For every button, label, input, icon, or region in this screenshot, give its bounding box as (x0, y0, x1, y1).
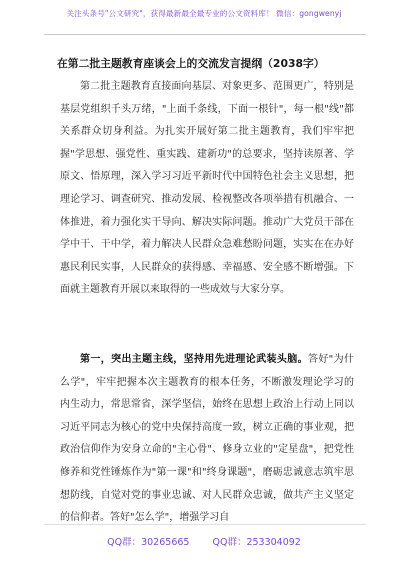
paragraph-intro (60, 76, 354, 302)
paragraph-first-point-text: 答好"为什么学"，牢牢把握本次主题教育的根本任务，不断激发理论学习的内生动力，常思常省，深学坚信，始终在思想上政治上行动上同以习近平同志为核心的党中央保持高度一致，树立正确的事业观，把政治信仰作为安身立命的"主心骨"、修身立业的"定星盘"，把党性修养和党性锤炼作为"第一课"和"终身课题"，磨砺忠诚意志筑牢思想防线，自觉对党的事业忠诚、对人民群众忠诚，做共产主义坚定的信仰者。答好"怎么学"，增强学习自 (60, 354, 354, 524)
qq-group-1: QQ群：30265665 (107, 537, 190, 548)
footer-divider (44, 524, 366, 525)
footer-contacts (0, 534, 408, 548)
paragraph-intro-text: 第二批主题教育直接面向基层、对象更多、范围更广，特别是基层党组织千头万绪，"上面千条线，下面一根针"，每一根"线"都关系群众切身利益。为扎实开展好第二批主题教育，我们牢牢把握"学思想、强党性、重实践、建新功"的总要求，坚持读原著、学原文、悟原理，深入学习习近平新时代中国特色社会主义思想，把理论学习、调查研究、推动发展、检视整改各项举措有机融合、一体推进，着力强化实干导向、解决实际问题。推动广大党员干部在学中干、干中学，着力解决人民群众急难愁盼问题，实实在在办好惠民利民实事，人民群众的获得感、幸福感、安全感不断增强。下面就主题教育开展以来取得的一些成效与大家分享。 (60, 81, 354, 296)
header-divider (44, 34, 366, 35)
header-note: 关注头条号"公文研究"，获得最新最全最专业的公文资料库！ 微信：gongwenyj (66, 9, 342, 18)
document-title: 在第二批主题教育座谈会上的交流发言提纲（2038字） (57, 57, 325, 70)
paragraph-first-point (60, 349, 354, 530)
paragraph-lead: 第一，突出主题主线，坚持用先进理论武装头脑。 (80, 354, 308, 365)
qq-group-2: QQ群：253304092 (212, 537, 301, 548)
